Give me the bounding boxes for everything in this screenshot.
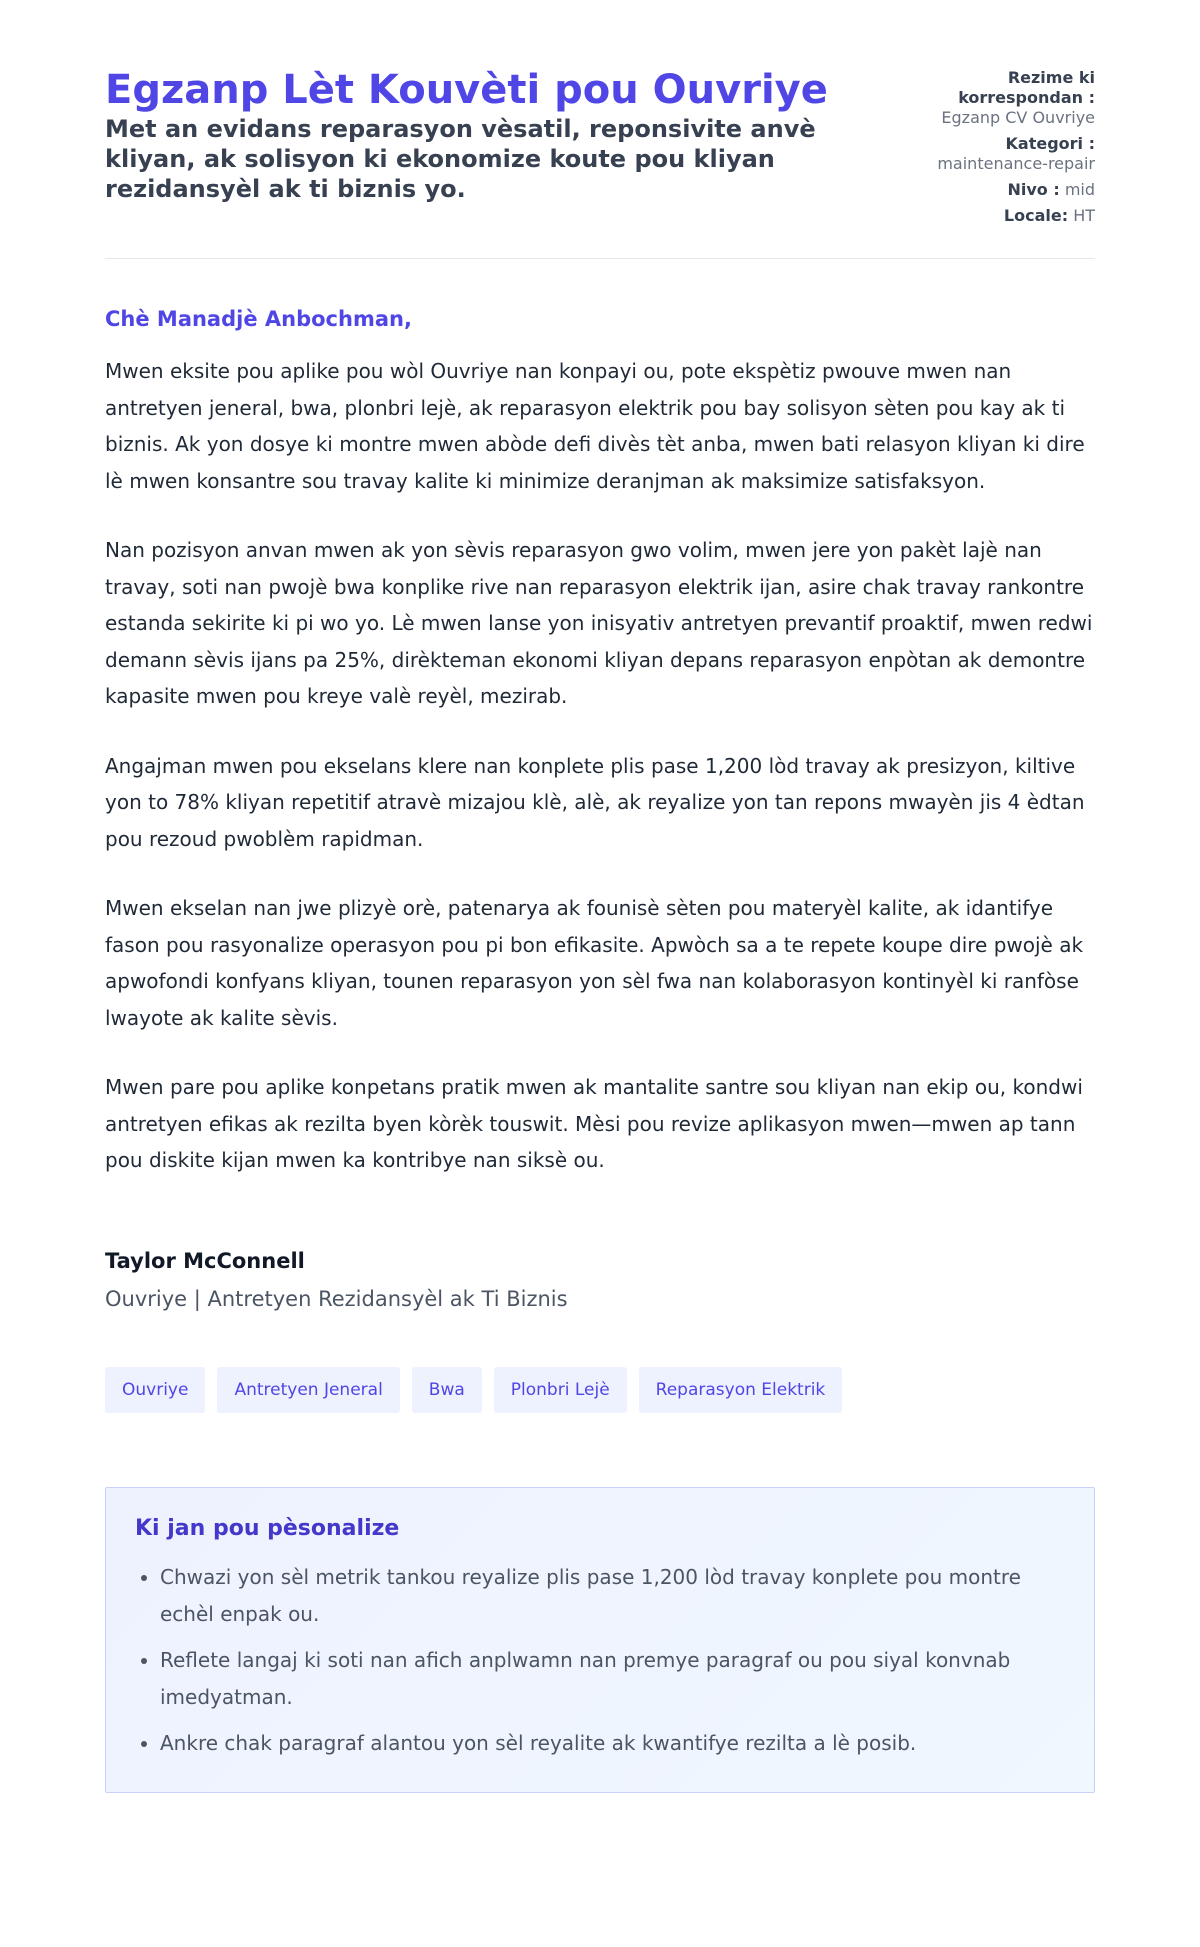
cover-letter-page bbox=[105, 0, 1095, 1793]
tips-list bbox=[135, 1559, 1065, 1762]
signature-title: Ouvriye | Antretyen Rezidansyèl ak Ti Biznis bbox=[105, 1286, 568, 1311]
signature-block bbox=[105, 1249, 1095, 1311]
tips-title: Ki jan pou pèsonalize bbox=[135, 1515, 400, 1541]
page-subtitle: Met an evidans reparasyon vèsatil, reponsivite anvè kliyan, ak solisyon ki ekonomize koute pou kliyan rezidansyèl ak ti biznis yo. bbox=[105, 115, 816, 203]
meta-level-value: mid bbox=[1064, 180, 1095, 199]
meta-locale-label: Locale: bbox=[1003, 206, 1069, 225]
tips-item: • Ankre chak paragraf alantou yon sèl reyalite ak kwantifye rezilta a lè posib. bbox=[160, 1725, 1065, 1762]
header-titles bbox=[105, 66, 865, 204]
meta-category bbox=[915, 134, 1095, 174]
meta-locale-value: HT bbox=[1073, 206, 1095, 225]
signature-name: Taylor McConnell bbox=[105, 1248, 305, 1273]
skill-tag: Antretyen Jeneral bbox=[217, 1367, 399, 1413]
meta-level-label: Nivo : bbox=[1007, 180, 1060, 199]
letter-paragraph: Mwen ekselan nan jwe plizyè orè, patenarya ak founisè sèten pou materyèl kalite, ak idantifye fason pou rasyonalize operasyon pou pi bon efikasite. Apwòch sa a te repete koupe dire pwojè ak apwofondi konfyans kliyan, tounen reparasyon yon sèl fwa nan kolaborasyon kontinyèl ki ranfòse lwayote ak kalite sèvis. bbox=[105, 896, 1084, 1030]
letter-paragraph: Angajman mwen pou ekselans klere nan konplete plis pase 1,200 lòd travay ak presizyon, kiltive yon to 78% kliyan repetitif atravè mizajou klè, alè, ak reyalize yon tan repons mwayèn jis 4 èdtan pou rezoud pwoblèm rapidman. bbox=[105, 753, 1085, 851]
customization-tips-box bbox=[105, 1487, 1095, 1793]
skill-tags bbox=[105, 1367, 1095, 1413]
skill-tag: Reparasyon Elektrik bbox=[639, 1367, 843, 1413]
meta-level bbox=[915, 180, 1095, 200]
letter-paragraph: Mwen eksite pou aplike pou wòl Ouvriye nan konpayi ou, pote ekspètiz pwouve mwen nan antretyen jeneral, bwa, plonbri lejè, ak reparasyon elektrik pou bay solisyon sèten pou kay ak ti biznis. Ak yon dosye ki montre mwen abòde defi divès tèt anba, mwen bati relasyon kliyan ki dire lè mwen konsantre sou travay kalite ki minimize deranjman ak maksimize satisfaksyon. bbox=[105, 359, 1085, 493]
letter-paragraph: Nan pozisyon anvan mwen ak yon sèvis reparasyon gwo volim, mwen jere yon pakèt lajè nan travay, soti nan pwojè bwa konplike rive nan reparasyon elektrik ijan, asire chak travay rankontre estanda sekirite ki pi wo yo. Lè mwen lanse yon inisyativ antretyen prevantif proaktif, mwen redwi demann sèvis ijans pa 25%, dirèkteman ekonomi kliyan depans reparasyon enpòtan ak demontre kapasite mwen pou kreye valè reyèl, mezirab. bbox=[105, 538, 1093, 708]
skill-tag: Ouvriye bbox=[105, 1367, 205, 1413]
tips-item: • Chwazi yon sèl metrik tankou reyalize plis pase 1,200 lòd travay konplete pou montre echèl enpak ou. bbox=[160, 1559, 1065, 1633]
skill-tag: Bwa bbox=[412, 1367, 482, 1413]
meta-panel bbox=[915, 66, 1095, 226]
meta-locale bbox=[915, 206, 1095, 226]
meta-category-label: Kategori : bbox=[1005, 134, 1095, 153]
page-title: Egzanp Lèt Kouvèti pou Ouvriye bbox=[105, 67, 828, 113]
skill-tag: Plonbri Lejè bbox=[494, 1367, 627, 1413]
tips-item: • Reflete langaj ki soti nan afich anplwamn nan premye paragraf ou pou siyal konvnab imedyatman. bbox=[160, 1642, 1065, 1716]
meta-category-value: maintenance-repair bbox=[937, 154, 1095, 173]
meta-summary-value: Egzanp CV Ouvriye bbox=[941, 108, 1095, 127]
page-header bbox=[105, 66, 1095, 259]
letter-paragraph: Mwen pare pou aplike konpetans pratik mwen ak mantalite santre sou kliyan nan ekip ou, kondwi antretyen efikas ak rezilta byen kòrèk touswit. Mèsi pou revize aplikasyon mwen—mwen ap tann pou diskite kijan mwen ka kontribye nan siksè ou. bbox=[105, 1075, 1083, 1172]
letter-salutation: Chè Manadjè Anbochman, bbox=[105, 307, 412, 331]
meta-summary-label: Rezime ki korrespondan : bbox=[958, 68, 1095, 107]
meta-summary bbox=[915, 68, 1095, 128]
